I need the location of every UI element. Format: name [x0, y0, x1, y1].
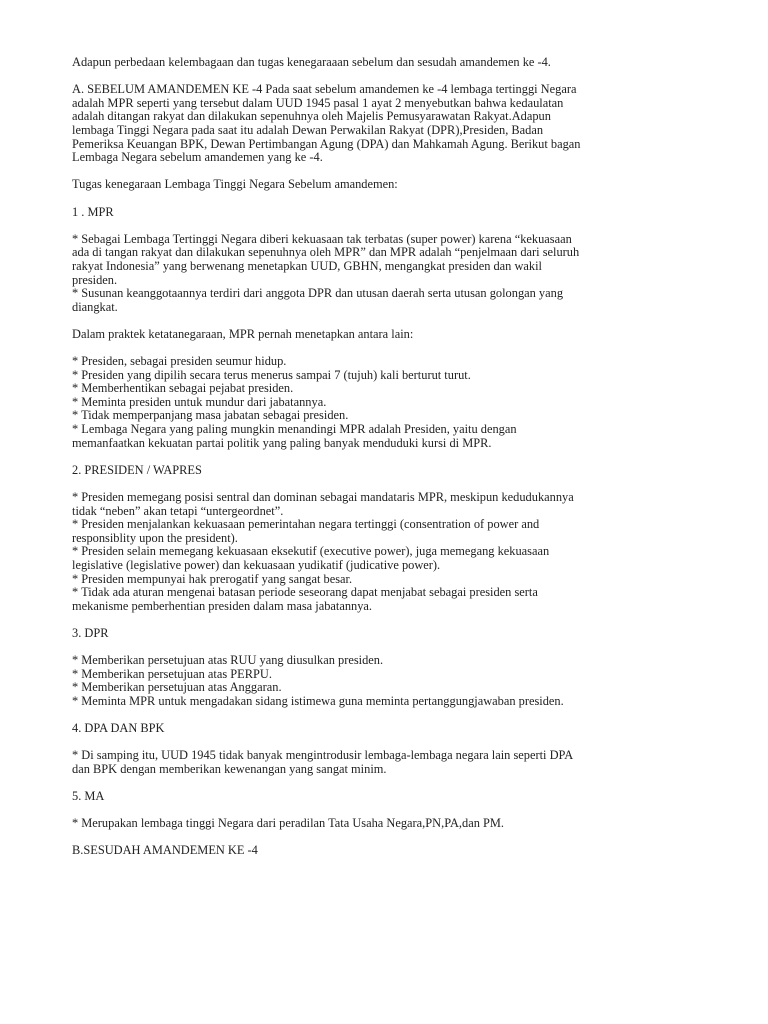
- ma-line: * Merupakan lembaga tinggi Negara dari peradilan Tata Usaha Negara,PN,PA,dan PM.: [72, 816, 504, 831]
- dpa-bpk-line: * Di samping itu, UUD 1945 tidak banyak mengintrodusir lembaga-lembaga negara lain seperti DPA: [72, 748, 574, 763]
- dpr-line: * Meminta MPR untuk mengadakan sidang istimewa guna meminta pertanggungjawaban presiden.: [72, 693, 564, 708]
- ma-paragraph: [72, 817, 712, 831]
- presiden-line: * Presiden mempunyai hak prerogatif yang sangat besar.: [72, 571, 353, 586]
- dpa-bpk-paragraph: [72, 749, 712, 776]
- section-a-line: Pemeriksa Keuangan BPK, Dewan Pertimbangan Agung (DPA) dan Mahkamah Agung. Berikut bagan: [72, 136, 581, 151]
- mpr-line: * Sebagai Lembaga Tertinggi Negara diberi kekuasaan tak terbatas (super power) karena “kekuasaan: [72, 231, 572, 246]
- dpa-bpk-heading-text: 4. DPA DAN BPK: [72, 721, 165, 736]
- praktek-paragraph: [72, 355, 712, 450]
- praktek-line: * Presiden yang dipilih secara terus menerus sampai 7 (tujuh) kali berturut turut.: [72, 367, 471, 382]
- ma-heading: [72, 790, 712, 804]
- presiden-line: * Presiden selain memegang kekuasaan eksekutif (executive power), juga memegang kekuasaan: [72, 544, 550, 559]
- mpr-heading-text: 1 . MPR: [72, 204, 114, 219]
- intro-paragraph: [72, 56, 712, 70]
- dpa-bpk-heading: [72, 722, 712, 736]
- dpr-heading: [72, 627, 712, 641]
- ma-heading-text: 5. MA: [72, 789, 105, 804]
- praktek-line: * Presiden, sebagai presiden seumur hidup.: [72, 354, 287, 369]
- mpr-line: diangkat.: [72, 299, 118, 314]
- mpr-heading: [72, 206, 712, 220]
- mpr-line: presiden.: [72, 272, 118, 287]
- praktek-line: * Meminta presiden untuk mundur dari jabatannya.: [72, 394, 327, 409]
- presiden-line: * Presiden menjalankan kekuasaan pemerintahan negara tertinggi (consentration of power and: [72, 517, 540, 532]
- intro-line: Adapun perbedaan kelembagaan dan tugas kenegaraaan sebelum dan sesudah amandemen ke -4.: [72, 55, 551, 69]
- presiden-line: tidak “neben” akan tetapi “untergeordnet”.: [72, 503, 284, 518]
- dpr-heading-text: 3. DPR: [72, 625, 109, 640]
- presiden-line: * Presiden memegang posisi sentral dan dominan sebagai mandataris MPR, meskipun kedudukannya: [72, 490, 574, 504]
- document-page: [72, 56, 712, 872]
- mpr-line: * Susunan keanggotaannya terdiri dari anggota DPR dan utusan daerah serta utusan golongan yang: [72, 286, 564, 301]
- mpr-line: rakyat Indonesia” yang berwenang menetapkan UUD, GBHN, mengangkat presiden dan wakil: [72, 258, 543, 273]
- dpr-line: * Memberikan persetujuan atas Anggaran.: [72, 680, 282, 695]
- presiden-line: responsiblity upon the president).: [72, 530, 238, 545]
- dpa-bpk-line: dan BPK dengan memberikan kewenangan yang sangat minim.: [72, 761, 387, 776]
- praktek-heading-text: Dalam praktek ketatanegaraan, MPR pernah menetapkan antara lain:: [72, 326, 414, 341]
- praktek-line: * Tidak memperpanjang masa jabatan sebagai presiden.: [72, 408, 349, 423]
- dpr-line: * Memberikan persetujuan atas RUU yang diusulkan presiden.: [72, 653, 384, 668]
- section-a-paragraph: [72, 83, 712, 165]
- presiden-line: legislative (legislative power) dan kekuasaan yudikatif (judicative power).: [72, 557, 441, 572]
- mpr-line: ada di tangan rakyat dan dilakukan sepenuhnya oleh MPR” dan MPR adalah “penjelmaan dari seluruh: [72, 245, 580, 260]
- section-b-heading: [72, 844, 712, 858]
- presiden-heading-text: 2. PRESIDEN / WAPRES: [72, 462, 202, 477]
- section-b-heading-text: B.SESUDAH AMANDEMEN KE -4: [72, 843, 258, 858]
- presiden-line: mekanisme pemberhentian presiden dalam masa jabatannya.: [72, 598, 373, 613]
- section-a-line: Lembaga Negara sebelum amandemen yang ke -4.: [72, 150, 323, 165]
- dpr-paragraph: [72, 654, 712, 708]
- presiden-heading: [72, 464, 712, 478]
- dpr-line: * Memberikan persetujuan atas PERPU.: [72, 666, 272, 681]
- section-a-line: A. SEBELUM AMANDEMEN KE -4 Pada saat sebelum amandemen ke -4 lembaga tertinggi Negara: [72, 82, 577, 97]
- praktek-line: * Lembaga Negara yang paling mungkin menandingi MPR adalah Presiden, yaitu dengan: [72, 422, 517, 437]
- section-a-line: lembaga Tinggi Negara pada saat itu adalah Dewan Perwakilan Rakyat (DPR),Presiden, Badan: [72, 122, 544, 137]
- presiden-line: * Tidak ada aturan mengenai batasan periode seseorang dapat menjabat sebagai presiden serta: [72, 585, 538, 600]
- praktek-line: memanfaatkan kekuatan partai politik yang paling banyak menduduki kursi di MPR.: [72, 435, 492, 450]
- praktek-line: * Memberhentikan sebagai pejabat presiden.: [72, 381, 294, 396]
- tugas-heading-text: Tugas kenegaraan Lembaga Tinggi Negara Sebelum amandemen:: [72, 177, 398, 192]
- section-a-line: adalah ditangan rakyat dan dilakukan sepenuhnya oleh Majelis Pemusyarawatan Rakyat.Adapun: [72, 109, 551, 124]
- praktek-heading: [72, 328, 712, 342]
- presiden-paragraph: [72, 491, 712, 613]
- tugas-heading: [72, 178, 712, 192]
- section-a-line: adalah MPR seperti yang tersebut dalam UUD 1945 pasal 1 ayat 2 menyebutkan bahwa kedaulatan: [72, 95, 564, 110]
- mpr-paragraph: [72, 233, 712, 315]
